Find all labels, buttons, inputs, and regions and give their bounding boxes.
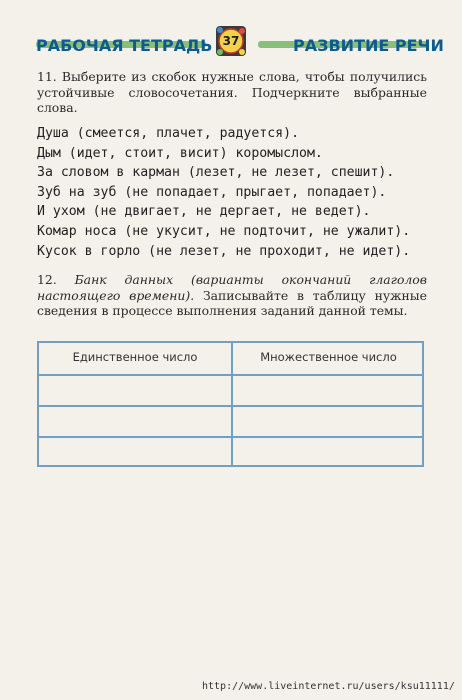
page-header [0,0,462,72]
source-url: http://www.liveinternet.ru/users/ksu11111/ [202,681,455,692]
phrase-line: Душа (смеется, плачет, радуется). [37,126,300,141]
phrase-line: И ухом (не двигает, не дергает, не ведет). [37,204,371,220]
task-12-text: Записывайте в таблицу нужные сведения в процессе выполнения заданий данной темы. [37,287,427,318]
page-number-badge [214,24,248,58]
phrase-line: Зуб на зуб (не попадает, прыгает, попадает). [37,184,387,200]
header-plural: Множественное число [260,350,397,364]
data-bank-label: Банк данных [74,272,174,287]
header-singular: Единственное число [72,350,198,364]
task-12-number: 12. [37,272,57,287]
header-title-left: РАБОЧАЯ ТЕТРАДЬ [36,36,213,55]
phrase-list [37,124,437,261]
table-column-divider [231,343,233,465]
verb-endings-table [37,341,424,467]
data-bank-note: (варианты окончаний глаголов настоящего времени). [37,272,427,303]
phrase-line: Комар носа (не укусит, не подточит, не ужалит). [37,223,411,239]
task-11-text: Выберите из скобок нужные слова, чтобы получились устойчивые словосочетания. Подчеркните выбранные слова. [37,69,427,115]
page-number: 37 [222,34,240,48]
task-11-number: 11. [37,69,57,84]
phrase-line: Дым (идет, стоит, висит) коромыслом. [37,145,323,161]
task-11-instruction [37,69,427,116]
phrase-line: Кусок в горло (не лезет, не проходит, не идет). [37,243,411,259]
phrase-line: За словом в карман (лезет, не лезет, спешит). [37,165,395,181]
task-12-instruction [37,272,427,319]
header-title-right: РАЗВИТИЕ РЕЧИ [293,36,444,55]
